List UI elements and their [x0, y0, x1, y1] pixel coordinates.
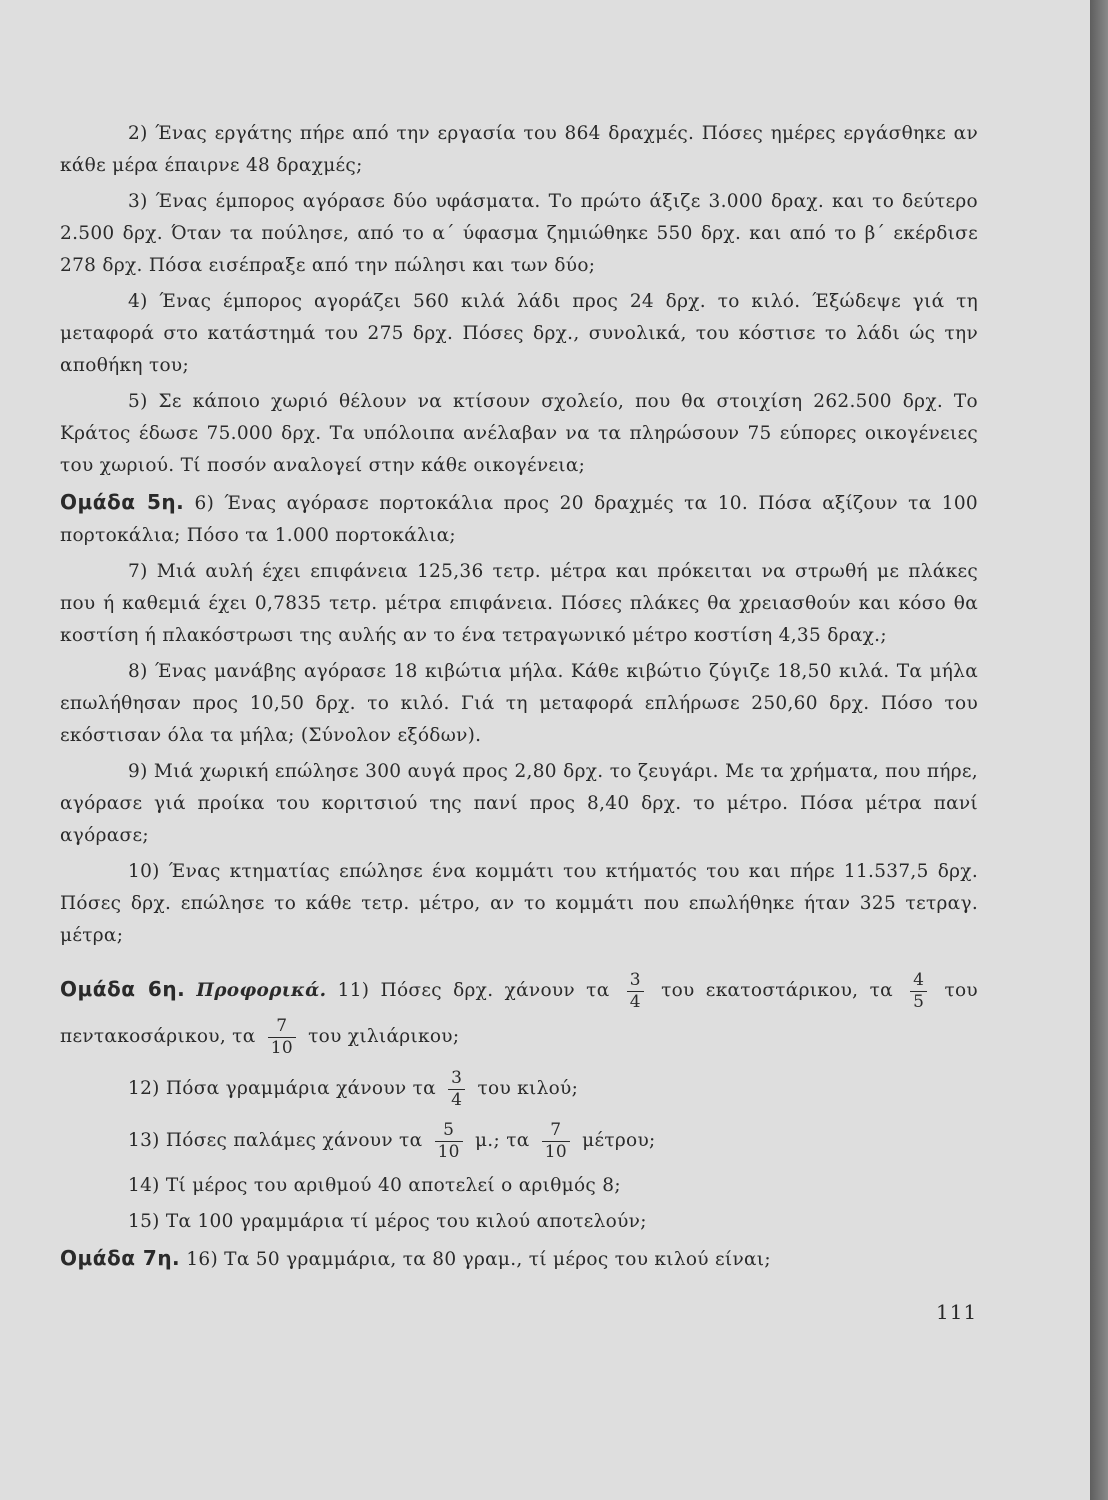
problem-11-text-b: του εκατοστάρικου, [661, 980, 859, 1001]
page-number: 111 [936, 1300, 978, 1324]
problem-12-text-b: του κιλού; [477, 1078, 579, 1099]
fraction-denominator: 10 [544, 1141, 567, 1162]
problem-13 [60, 1118, 978, 1164]
book-gutter [1090, 0, 1108, 1500]
fraction-numerator: 3 [448, 1068, 465, 1090]
problem-11-text-c: τα [869, 980, 893, 1001]
problem-6-text: 6) Ένας αγόρασε πορτοκάλια προς 20 δραχμές τα 10. Πόσα αξίζουν τα 100 πορτοκάλια; Πόσο τα 1.000 πορτοκάλια; [60, 493, 979, 546]
fraction-denominator: 4 [629, 991, 641, 1012]
problem-11-text-e: του χιλιάρικου; [308, 1026, 460, 1047]
problem-9: 9) Μιά χωρική επώλησε 300 αυγά προς 2,80 δρχ. το ζευγάρι. Με τα χρήματα, που πήρε, αγόρασε γιά προίκα του κοριτσιού της πανί προς 8,40 δρχ. το μέτρο. Πόσα μέτρα πανί αγόρασε; [60, 761, 978, 846]
fraction-3-4 [627, 970, 644, 1013]
fraction-denominator: 10 [270, 1037, 293, 1058]
fraction-7-10 [542, 1120, 570, 1163]
fraction-3-4 [448, 1068, 465, 1111]
group-6-label: Ομάδα 6η. [60, 977, 186, 1001]
group-5-label: Ομάδα 5η. [60, 490, 185, 514]
problem-7: 7) Μιά αυλή έχει επιφάνεια 125,36 τετρ. μέτρα και πρόκειται να στρωθή με πλάκες που ή καθεμιά έχει 0,7835 τετρ. μέτρα επιφάνεια. Πόσες πλάκες θα χρειασθούν και κόσο θα κοστίση ή πλακόστρωσι της αυλής αν το ένα τετραγωνικό μέτρο κοστίση 4,35 δραχ.; [60, 561, 978, 646]
problem-6 [60, 486, 978, 552]
fraction-7-10 [268, 1016, 296, 1059]
oral-label: Προφορικά. [196, 980, 327, 1001]
problem-11 [60, 966, 978, 1060]
fraction-numerator: 4 [910, 970, 927, 992]
fraction-4-5 [910, 970, 927, 1013]
problem-14: 14) Τί μέρος του αριθμού 40 αποτελεί ο αριθμός 8; [128, 1175, 621, 1196]
problem-15: 15) Τα 100 γραμμάρια τί μέρος του κιλού αποτελούν; [128, 1211, 647, 1232]
fraction-numerator: 7 [542, 1120, 570, 1142]
problem-8: 8) Ένας μανάβης αγόρασε 18 κιβώτια μήλα. Κάθε κιβώτιο ζύγιζε 18,50 κιλά. Τα μήλα επωλήθησαν προς 10,50 δρχ. το κιλό. Γιά τη μεταφορά επλήρωσε 250,60 δρχ. Πόσο του εκόστισαν όλα τα μήλα; (Σύνολον εξόδων). [60, 661, 978, 746]
problem-2: 2) Ένας εργάτης πήρε από την εργασία του 864 δραχμές. Πόσες ημέρες εργάσθηκε αν κάθε μέρα έπαιρνε 48 δραχμές; [60, 123, 978, 176]
problem-5: 5) Σε κάποιο χωριό θέλουν να κτίσουν σχολείο, που θα στοιχίση 262.500 δρχ. Το Κράτος έδωσε 75.000 δρχ. Τα υπόλοιπα ανέλαβαν να τα πληρώσουν 75 εύπορες οικογένειες του χωριού. Τί ποσόν αναλογεί στην κάθε οικογένεια; [60, 391, 978, 476]
problem-13-text-c: μέτρου; [582, 1130, 656, 1151]
problem-13-text-a: 13) Πόσες παλάμες χάνουν τα [128, 1130, 423, 1151]
fraction-numerator: 3 [627, 970, 644, 992]
fraction-numerator: 7 [268, 1016, 296, 1038]
group-7-label: Ομάδα 7η. [60, 1246, 181, 1270]
problem-16-text: 16) Τα 50 γραμμάρια, τα 80 γραμ., τί μέρος του κιλού είναι; [186, 1249, 771, 1270]
problem-11-text-d: του πεντακοσάρικου, τα [60, 980, 978, 1047]
problem-10: 10) Ένας κτηματίας επώλησε ένα κομμάτι του κτήματός του και πήρε 11.537,5 δρχ. Πόσες δρχ. επώλησε το κάθε τετρ. μέτρο, αν το κομμάτι που επωλήθηκε ήταν 325 τετραγ. μέτρα; [60, 861, 978, 946]
fraction-denominator: 10 [437, 1141, 460, 1162]
fraction-denominator: 5 [913, 991, 925, 1012]
problem-13-text-b: μ.; τα [474, 1130, 530, 1151]
problem-4: 4) Ένας έμπορος αγοράζει 560 κιλά λάδι προς 24 δρχ. το κιλό. Έξώδεψε γιά τη μεταφορά στο κατάστημά του 275 δρχ. Πόσες δρχ., συνολικά, του κόστισε το λάδι ώς την αποθήκη του; [60, 291, 978, 376]
problem-3: 3) Ένας έμπορος αγόρασε δύο υφάσματα. Το πρώτο άξιζε 3.000 δραχ. και το δεύτερο 2.500 δρχ. Όταν τα πούλησε, από το α΄ ύφασμα ζημιώθηκε 550 δρχ. και από το β΄ εκέρδισε 278 δρχ. Πόσα εισέπραξε από την πώλησι και των δύο; [60, 191, 978, 276]
problem-11-text-a: 11) Πόσες δρχ. χάνουν τα [337, 980, 610, 1001]
fraction-5-10 [435, 1120, 463, 1163]
problem-12-text-a: 12) Πόσα γραμμάρια χάνουν τα [128, 1078, 436, 1099]
problem-12 [60, 1066, 978, 1112]
fraction-denominator: 4 [451, 1089, 463, 1110]
fraction-numerator: 5 [435, 1120, 463, 1142]
problem-16 [60, 1242, 978, 1276]
page-content [60, 118, 978, 1280]
